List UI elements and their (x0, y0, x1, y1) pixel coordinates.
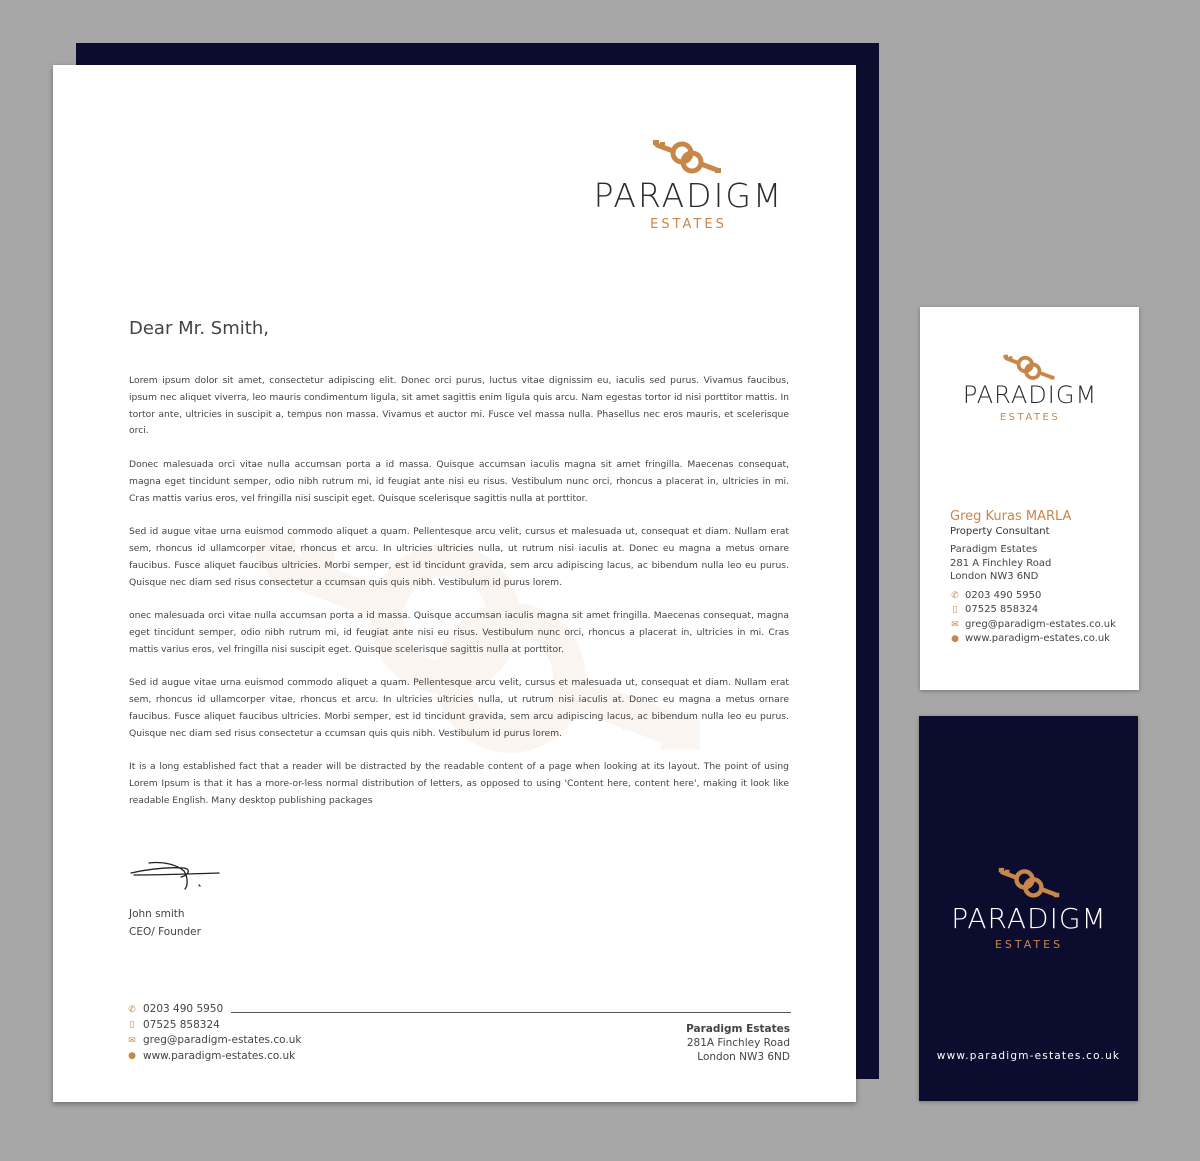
card-contacts (950, 589, 1116, 647)
footer-address (686, 1022, 790, 1064)
key-icon (1002, 353, 1056, 382)
footer-divider (231, 1012, 791, 1013)
paragraph: onec malesuada orci vitae nulla accumsan porta a id massa. Quisque accumsan iaculis magna sit amet fringilla. Maecenas consequat, magna eget tincidunt semper, odio nibh rutrum mi, id feugiat ante nisi eu risus. Vestibulum nunc orci, rhoncus a placerat in, ultricies in mi. Cras mattis varius eros, vel fringilla nisi suscipit eget. Quisque scelerisque sagittis nulla at porttitor. (129, 610, 789, 655)
card-phone: 0203 490 5950 (965, 589, 1042, 601)
paragraph: Sed id augue vitae urna euismod commodo aliquet a quam. Pellentesque arcu velit, cursus et malesuada ut, consequat et diam. Nullam erat sem, rhoncus id ullamcorper vitae, rhoncus et arcu. In ultricies ultricies nulla, ut rutrum nisi iaculis at. Donec eu magna a metus ornare faucibus. Fusce aliquet faucibus ultricies. Morbi semper, est id tincidunt gravida, sem arcu adipiscing lacus, ac bibendum nulla leo eu purus. Quisque nec diam sed risus consectetur a ccumsan quis quis nibh. Vestibulum id purus lorem. (129, 526, 789, 588)
card-mobile: 07525 858324 (965, 604, 1039, 615)
navy-card-web: www.paradigm-estates.co.uk (936, 1050, 1121, 1062)
footer-address-line2: London NW3 6ND (697, 1051, 790, 1063)
logo-wordmark: PARADIGM (593, 176, 784, 215)
paragraph: Lorem ipsum dolor sit amet, consectetur adipiscing elit. Donec orci purus, luctus vitae dignissim eu, iaculis sed purus. Vivamus faucibus, ipsum nec aliquet viverra, leo mauris condimentum ligula, sit amet sagittis enim ligula quis arcu. Nam egestas tortor id nisi porttitor mattis. In tortor ante, ultricies in suscipit a, tempus non massa. Vivamus et auctor mi. Fusce vel massa nulla. Phasellus nec eros mauris, et scelerisque orci. (129, 375, 789, 437)
paragraph: Donec malesuada orci vitae nulla accumsan porta a id massa. Quisque accumsan iaculis magna sit amet fringilla. Maecenas consequat, magna eget tincidunt semper, odio nibh rutrum mi, id feugiat ante nisi eu risus. Vestibulum nunc orci, rhoncus a placerat in, ultricies in mi. Cras mattis varius eros, vel fringilla nisi suscipit eget. Quisque scelerisque sagittis nulla at porttitor. (129, 458, 789, 504)
letterhead (53, 65, 856, 1102)
card-company-block (950, 543, 1116, 584)
signature (129, 855, 224, 895)
mobile-icon: ▯ (952, 605, 958, 616)
phone-icon: ✆ (951, 590, 959, 601)
footer-address-line1: 281A Finchley Road (686, 1037, 790, 1049)
logo-subtitle: ESTATES (999, 412, 1061, 423)
navy-card-logo (939, 866, 1119, 956)
footer-web: www.paradigm-estates.co.uk (143, 1049, 296, 1062)
signer-title: CEO/ Founder (129, 926, 201, 938)
card-name: Greg Kuras MARLA (950, 509, 1072, 524)
business-card-front (920, 307, 1139, 690)
footer-contacts (127, 1002, 301, 1064)
card-email: greg@paradigm-estates.co.uk (965, 618, 1116, 630)
paragraph: It is a long established fact that a reader will be distracted by the readable content of a page when looking at its layout. The point of using Lorem Ipsum is that it has a more-or-less normal distribution of letters, as opposed to using 'Content here, content here', making it look like readable English. Many desktop publishing packages (129, 761, 789, 806)
key-icon (651, 138, 723, 176)
footer-company: Paradigm Estates (686, 1023, 790, 1035)
email-icon: ✉ (128, 1035, 136, 1046)
footer-phone: 0203 490 5950 (143, 1003, 224, 1015)
logo-subtitle: ESTATES (650, 217, 727, 232)
card-web: www.paradigm-estates.co.uk (965, 633, 1110, 644)
footer-mobile: 07525 858324 (143, 1018, 220, 1031)
logo-wordmark: PARADIGM (951, 902, 1107, 935)
logo-wordmark: PARADIGM (962, 381, 1098, 409)
signer-block (129, 905, 201, 941)
salutation: Dear Mr. Smith, (129, 318, 269, 339)
card-address-line1: 281 A Finchley Road (950, 557, 1052, 569)
card-company: Paradigm Estates (950, 544, 1038, 555)
footer-email: greg@paradigm-estates.co.uk (143, 1034, 302, 1046)
globe-icon: ● (951, 634, 959, 645)
mobile-icon: ▯ (129, 1020, 135, 1031)
key-icon (997, 866, 1061, 900)
letter-body (129, 373, 789, 827)
signer-name: John smith (129, 908, 185, 920)
card-logo (950, 353, 1110, 428)
card-address-line2: London NW3 6ND (950, 571, 1039, 582)
logo-subtitle: ESTATES (994, 938, 1064, 951)
phone-icon: ✆ (128, 1004, 136, 1015)
card-title: Property Consultant (950, 526, 1050, 537)
paragraph: Sed id augue vitae urna euismod commodo aliquet a quam. Pellentesque arcu velit, cursus et malesuada ut, consequat et diam. Nullam erat sem, rhoncus id ullamcorper vitae, rhoncus et arcu. In ultricies ultricies nulla, ut rutrum nisi iaculis at. Donec eu magna a metus ornare faucibus. Fusce aliquet faucibus ultricies. Morbi semper, est id tincidunt gravida, sem arcu adipiscing lacus, ac bibendum nulla leo eu purus. Quisque nec diam sed risus consectetur a ccumsan quis quis nibh. Vestibulum id purus lorem. (129, 677, 789, 739)
email-icon: ✉ (951, 619, 959, 630)
business-card-back (919, 716, 1138, 1101)
card-person (950, 509, 1116, 647)
globe-icon: ● (128, 1051, 136, 1062)
letterhead-logo (581, 138, 796, 238)
